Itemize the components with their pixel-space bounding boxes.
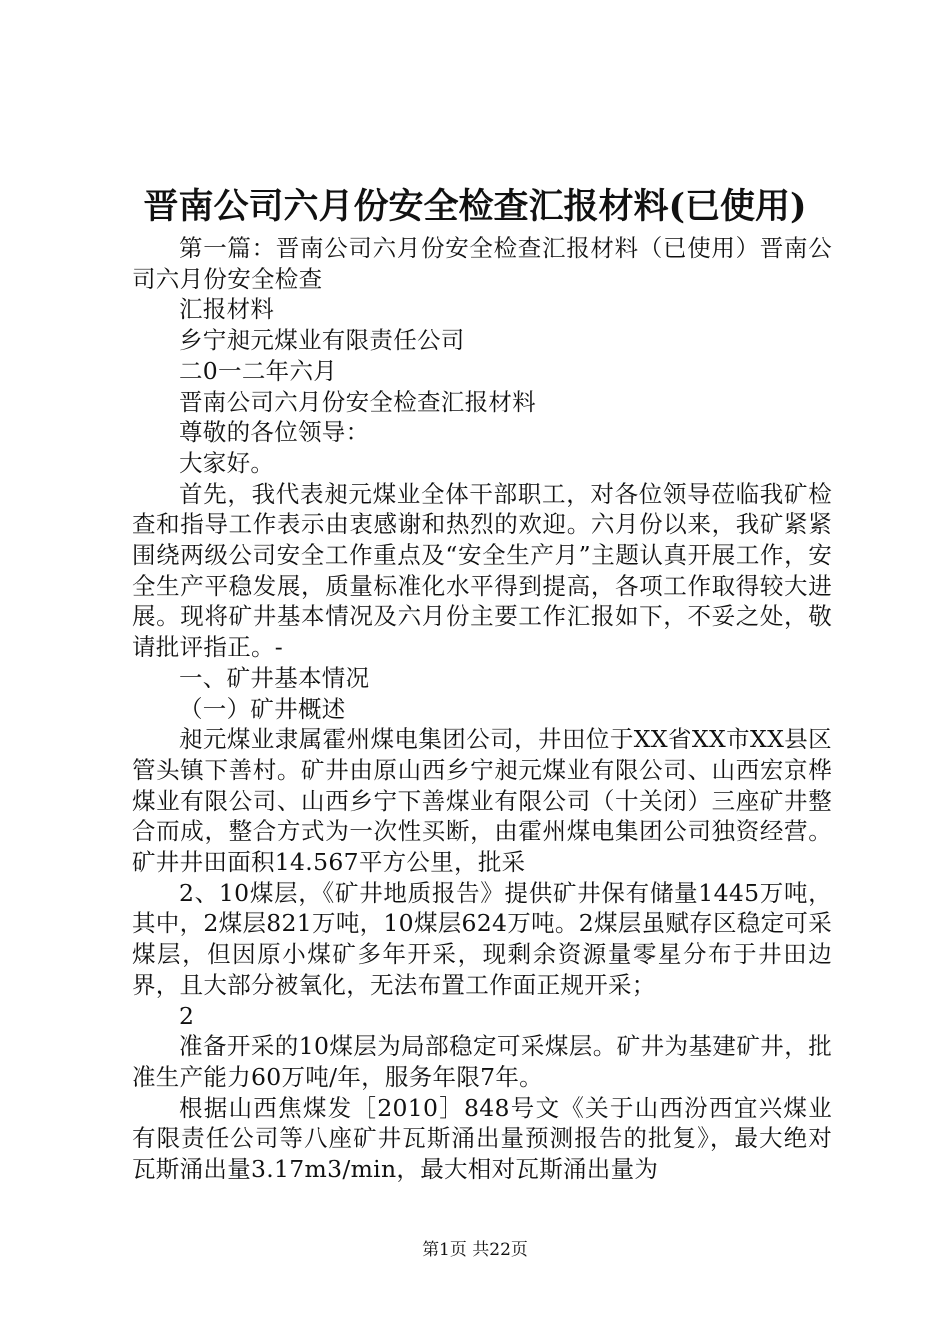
paragraph: 2 xyxy=(179,1001,195,1030)
paragraph: 第一篇：晋南公司六月份安全检查汇报材料（已使用）晋南公司六月份安全检查 xyxy=(132,234,832,293)
paragraph: 乡宁昶元煤业有限责任公司 xyxy=(179,326,465,355)
paragraph: （一）矿井概述 xyxy=(179,694,346,723)
paragraph: 晋南公司六月份安全检查汇报材料 xyxy=(179,387,536,416)
paragraph: 二0一二年六月 xyxy=(179,356,338,385)
document-body xyxy=(132,233,832,1185)
paragraph: 首先，我代表昶元煤业全体干部职工，对各位领导莅临我矿检查和指导工作表示由衷感谢和热烈的欢迎。六月份以来，我矿紧紧围绕两级公司安全工作重点及“安全生产月”主题认真开展工作，安全生产平稳发展，质量标准化水平得到提高，各项工作取得较大进展。现将矿井基本情况及六月份主要工作汇报如下，不妥之处，敬请批评指正。- xyxy=(132,479,832,662)
paragraph: 准备开采的10煤层为局部稳定可采煤层。矿井为基建矿井，批准生产能力60万吨/年，服务年限7年。 xyxy=(132,1032,832,1091)
paragraph: 2、10煤层，《矿井地质报告》提供矿井保有储量1445万吨，其中，2煤层821万吨，10煤层624万吨。2煤层虽赋存区稳定可采煤层，但因原小煤矿多年开采，现剩余资源量零星分布于井田边界，且大部分被氧化，无法布置工作面正规开采； xyxy=(132,878,832,999)
paragraph: 汇报材料 xyxy=(179,295,275,324)
paragraph: 昶元煤业隶属霍州煤电集团公司，井田位于XX省XX市XX县区管头镇下善村。矿井由原山西乡宁昶元煤业有限公司、山西宏京桦煤业有限公司、山西乡宁下善煤业有限公司（十关闭）三座矿井整合而成，整合方式为一次性买断，由霍州煤电集团公司独资经营。矿井井田面积14.567平方公里，批采 xyxy=(132,725,832,877)
document-title: 晋南公司六月份安全检查汇报材料(已使用) xyxy=(143,186,807,227)
paragraph: 大家好。 xyxy=(179,448,275,477)
page-footer: 第1页 共22页 xyxy=(422,1240,528,1260)
paragraph: 尊敬的各位领导： xyxy=(179,418,370,447)
paragraph: 一、矿井基本情况 xyxy=(179,663,370,692)
paragraph: 根据山西焦煤发［2010］848号文《关于山西汾西宜兴煤业有限责任公司等八座矿井瓦斯涌出量预测报告的批复》，最大绝对瓦斯涌出量3.17m3/min，最大相对瓦斯涌出量为 xyxy=(132,1093,832,1184)
